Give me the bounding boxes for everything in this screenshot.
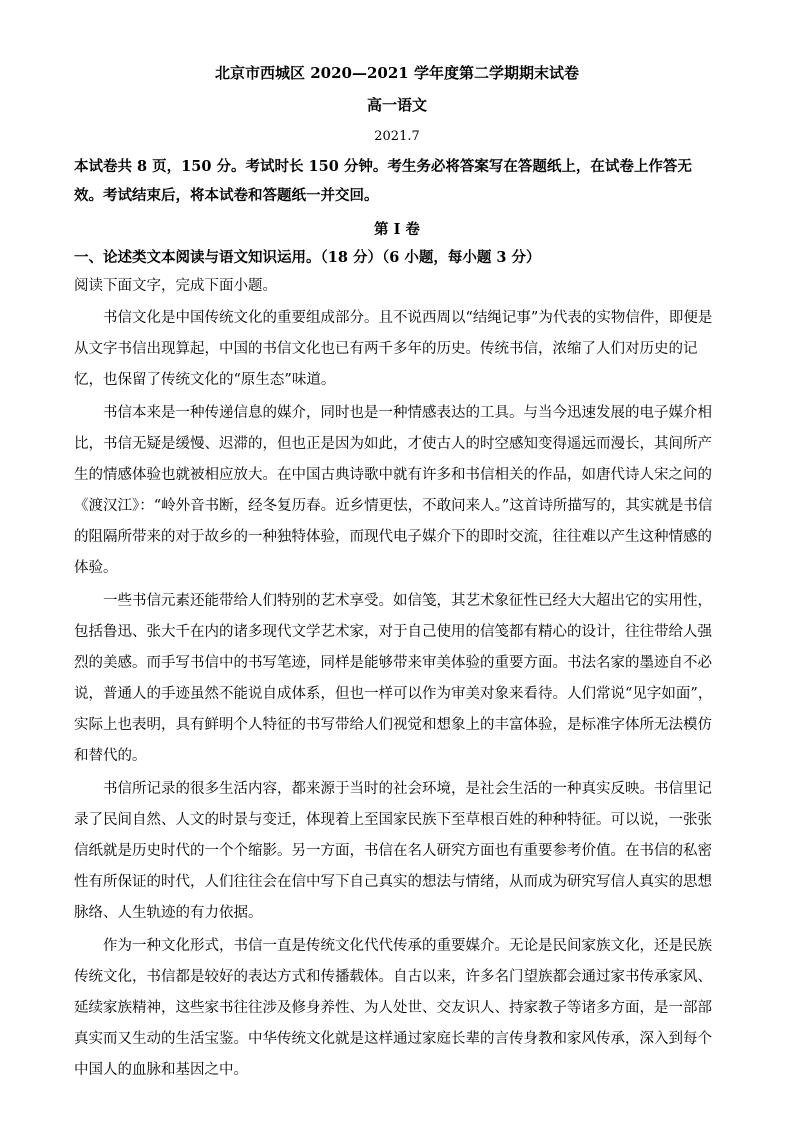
passage-paragraph-2: 书信本来是一种传递信息的媒介，同时也是一种情感表达的工具。与当今迅速发展的电子媒介相比，书信无疑是缓慢、迟滞的，但也正是因为如此，才使古人的时空感知变得遥远而漫长，其间所产生的情感体验也就被相应放大。在中国古典诗歌中就有许多和书信相关的作品，如唐代诗人宋之问的《渡汉江》：“岭外音书断，经冬复历春。近乡情更怯，不敢问来人。”这首诗所描写的，其实就是书信的阻隔所带来的对于故乡的一种独特体验，而现代电子媒介下的即时交流，往往难以产生这种情感的体验。 xyxy=(74,405,713,576)
exam-notice: 本试卷共 8 页，150 分。考试时长 150 分钟。考生务必将答案写在答题纸上，在试卷上作答无效。考试结束后，将本试卷和答题纸一并交回。 xyxy=(74,158,692,204)
section-instruction: 阅读下面文字，完成下面小题。 xyxy=(74,278,277,294)
exam-title: 北京市西城区 2020—2021 学年度第二学期期末试卷 xyxy=(215,64,579,82)
passage-paragraph-4: 书信所记录的很多生活内容，都来源于当时的社会环境，是社会生活的一种真实反映。书信里记录了民间自然、人文的时景与变迁，体现着上至国家民族下至草根百姓的种种特征。可以说，一张张信纸就是历史时代的一个个缩影。另一方面，书信在名人研究方面也有重要参考价值。在书信的私密性有所保证的时代，人们往往会在信中写下自己真实的想法与情绪，从而成为研究写信人真实的思想脉络、人生轨迹的有力依据。 xyxy=(74,781,712,921)
passage-paragraph-1: 书信文化是中国传统文化的重要组成部分。且不说西周以“结绳记事”为代表的实物信件，即便是从文字书信出现算起，中国的书信文化也已有两千多年的历史。传统书信，浓缩了人们对历史的记忆，也保留了传统文化的“原生态”味道。 xyxy=(74,310,713,388)
passage-paragraph-3: 一些书信元素还能带给人们特别的艺术享受。如信笺，其艺术象征性已经大大超出它的实用性，包括鲁迅、张大千在内的诸多现代文学艺术家，对于自己使用的信笺都有精心的设计，往往带给人强烈的美感。而手写书信中的书写笔迹，同样是能够带来审美体验的重要方面。书法名家的墨迹自不必说，普通人的手迹虽然不能说自成体系，但也一样可以作为审美对象来看待。人们常说“见字如面”，实际上也表明，具有鲜明个人特征的书写带给人们视觉和想象上的丰富体验，是标准字体所无法模仿和替代的。 xyxy=(74,593,713,764)
exam-date: 2021.7 xyxy=(374,129,420,144)
exam-subject: 高一语文 xyxy=(366,96,427,114)
volume-heading: 第 I 卷 xyxy=(374,221,420,238)
passage-paragraph-5: 作为一种文化形式，书信一直是传统文化代代传承的重要媒介。无论是民间家族文化，还是民族传统文化，书信都是较好的表达方式和传播载体。自古以来，许多名门望族都会通过家书传承家风、延续家族精神，这些家书往往涉及修身养性、为人处世、交友识人、持家教子等诸多方面，是一部部真实而又生动的生活宝鉴。中华传统文化就是这样通过家庭长辈的言传身教和家风传承，深入到每个中国人的血脉和基因之中。 xyxy=(74,938,712,1078)
section-heading: 一、论述类文本阅读与语文知识运用。（18 分）（6 小题，每小题 3 分） xyxy=(74,249,541,266)
exam-page xyxy=(74,62,720,1088)
